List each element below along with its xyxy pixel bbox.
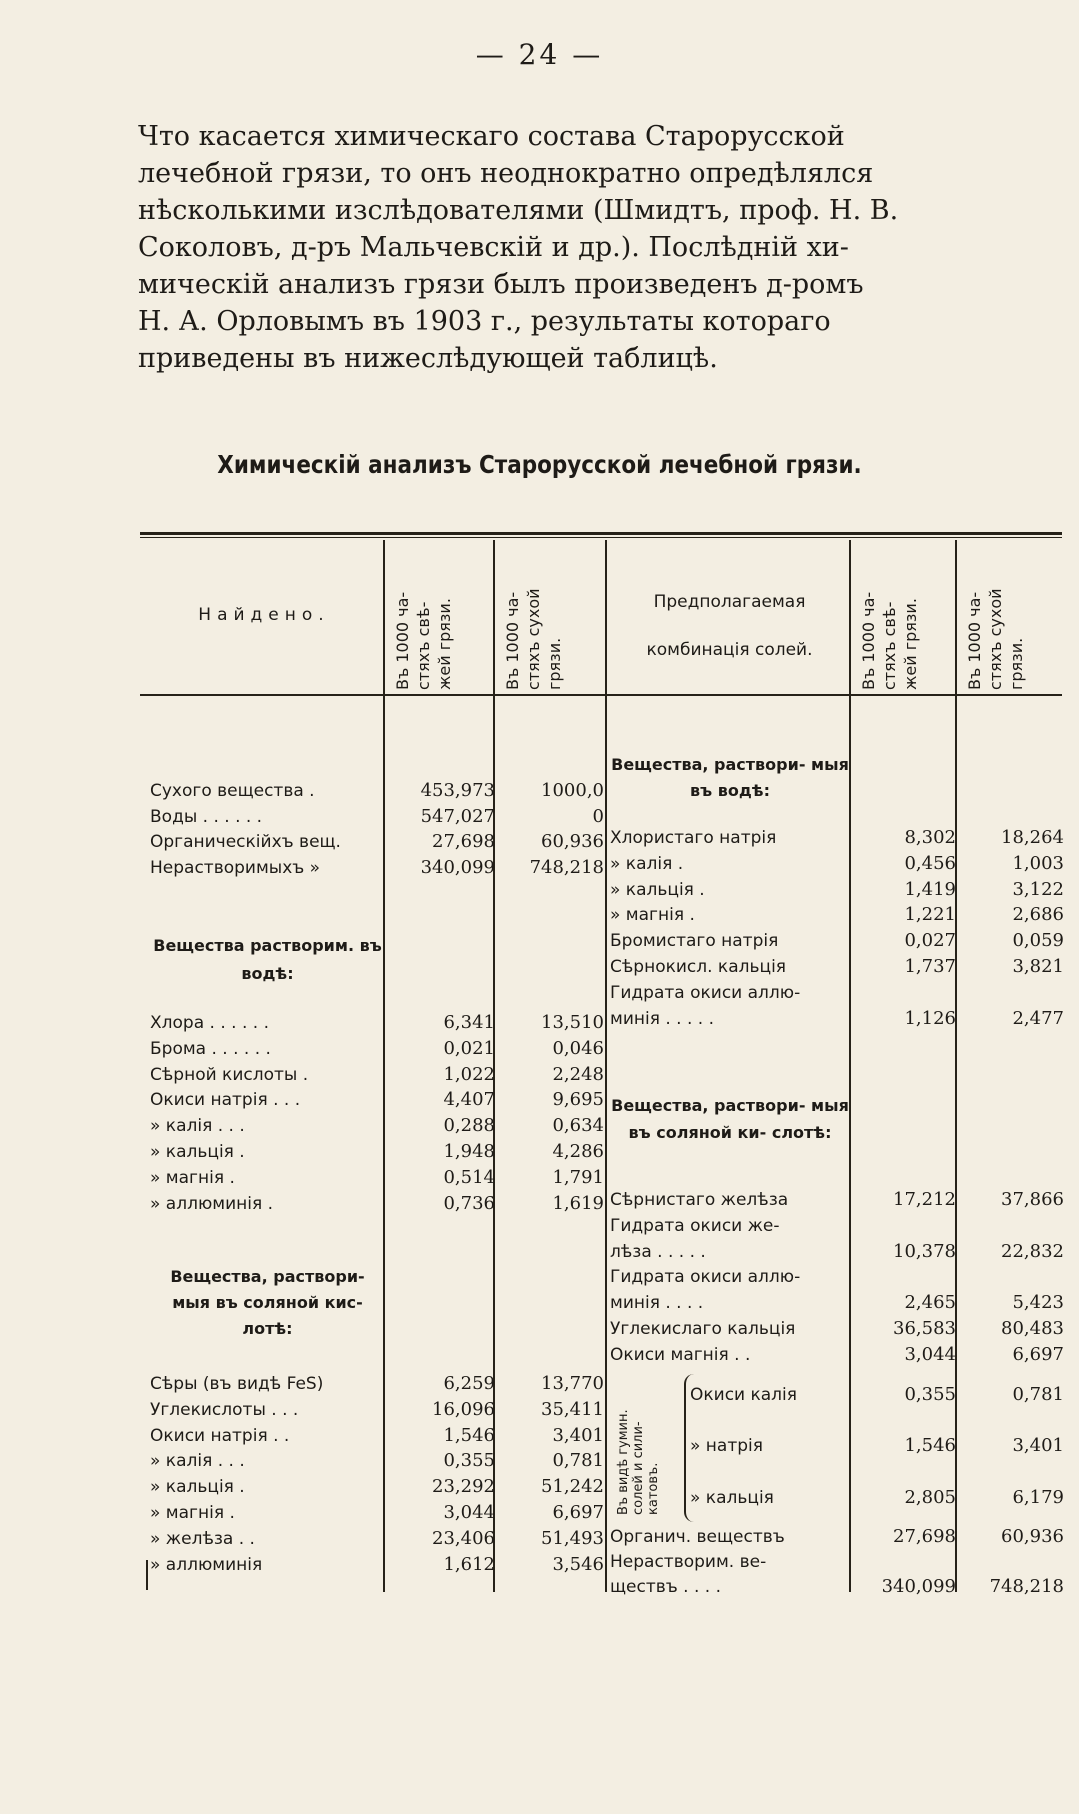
row-label: Нерастворим. ве- <box>610 1552 767 1572</box>
intro-line: Н. А. Орловымъ въ 1903 г., результаты котораго <box>138 306 831 337</box>
value-fresh: 340,099 <box>420 857 495 878</box>
value-fresh: 4,407 <box>443 1089 495 1110</box>
intro-line: Соколовъ, д-ръ Мальчевскій и др.). Послѣдній хи- <box>138 232 849 263</box>
value-fresh: 1,221 <box>904 904 956 925</box>
row-label: Окиси калія <box>690 1385 797 1405</box>
value-fresh: 23,406 <box>432 1528 495 1549</box>
value-dry: 0,634 <box>552 1115 604 1136</box>
value-fresh: 3,044 <box>443 1502 495 1523</box>
value-dry: 0 <box>592 806 604 827</box>
table-top-rule-thin <box>140 537 1062 538</box>
value-fresh: 0,514 <box>443 1167 495 1188</box>
right-section-acid: Вещества, раствори- мыя въ соляной ки- слотѣ: <box>611 1096 849 1142</box>
value-dry: 0,781 <box>552 1450 604 1471</box>
value-fresh: 0,288 <box>443 1115 495 1136</box>
header-found: Найдено. <box>198 605 330 625</box>
intro-line: Что касается химическаго состава Старорусской <box>138 121 845 152</box>
row-label: » аллюминія <box>150 1555 263 1575</box>
row-label: Углекислоты . . . <box>150 1400 299 1420</box>
value-dry: 60,936 <box>1001 1526 1064 1547</box>
header-line: Предполагаемая <box>653 592 806 612</box>
value-fresh: 547,027 <box>420 806 495 827</box>
humate-label-line: солей и сили- <box>631 1421 646 1515</box>
row-label: Сѣрнистаго желѣза <box>610 1190 789 1210</box>
value-fresh: 1,612 <box>443 1554 495 1575</box>
value-dry: 1000,0 <box>541 780 604 801</box>
value-dry: 748,218 <box>529 857 604 878</box>
value-dry: 1,619 <box>552 1193 604 1214</box>
row-label: Сухого вещества . <box>150 781 315 801</box>
value-dry: 5,423 <box>1012 1292 1064 1313</box>
table-top-rule <box>140 532 1062 535</box>
row-label: Сѣрнокисл. кальція <box>610 957 787 977</box>
header-line: Въ 1000 ча- <box>965 591 984 690</box>
row-label: » кальція . <box>150 1142 245 1162</box>
row-label: Гидрата окиси аллю- <box>610 1267 801 1287</box>
value-dry: 6,697 <box>1012 1344 1064 1365</box>
value-dry: 3,401 <box>1012 1435 1064 1456</box>
header-line: стяхъ сухой <box>524 588 543 690</box>
header-per1000-dry <box>502 530 565 690</box>
table-left-edge <box>146 1560 148 1590</box>
intro-line: мическій анализъ грязи былъ произведенъ д-ромъ <box>138 269 864 300</box>
row-label: Нерастворимыхъ » <box>150 858 321 878</box>
header-line: стяхъ свѣ- <box>880 601 899 690</box>
row-label: Органич. веществъ <box>610 1527 785 1547</box>
value-dry: 18,264 <box>1001 827 1064 848</box>
header-bottom-rule <box>140 694 1062 696</box>
column-divider <box>605 540 607 1592</box>
value-fresh: 340,099 <box>881 1576 956 1597</box>
value-fresh: 2,465 <box>904 1292 956 1313</box>
row-label: лѣза . . . . . <box>610 1242 706 1262</box>
value-fresh: 0,456 <box>904 853 956 874</box>
value-fresh: 10,378 <box>893 1241 956 1262</box>
header-line: грязи. <box>545 637 564 690</box>
value-dry: 1,003 <box>1012 853 1064 874</box>
header-line: Въ 1000 ча- <box>393 591 412 690</box>
value-fresh: 0,027 <box>904 930 956 951</box>
value-dry: 13,510 <box>541 1012 604 1033</box>
value-dry: 13,770 <box>541 1373 604 1394</box>
value-fresh: 1,737 <box>904 956 956 977</box>
header-line: Въ 1000 ча- <box>859 591 878 690</box>
row-label: Органическійхъ вещ. <box>150 832 341 852</box>
value-fresh: 36,583 <box>893 1318 956 1339</box>
row-label: » кальція . <box>150 1477 245 1497</box>
value-fresh: 27,698 <box>432 831 495 852</box>
header-per1000-dry-right <box>964 530 1027 690</box>
value-fresh: 1,022 <box>443 1064 495 1085</box>
header-line: жей грязи. <box>435 598 454 690</box>
value-fresh: 6,259 <box>443 1373 495 1394</box>
row-label: Хлористаго натрія <box>610 828 777 848</box>
row-label: минія . . . . . <box>610 1009 714 1029</box>
value-dry: 0,781 <box>1012 1384 1064 1405</box>
value-dry: 3,401 <box>552 1425 604 1446</box>
row-label: ществъ . . . . <box>610 1577 721 1597</box>
value-dry: 3,546 <box>552 1554 604 1575</box>
value-dry: 80,483 <box>1001 1318 1064 1339</box>
row-label: Сѣры (въ видѣ FeS) <box>150 1374 324 1394</box>
value-fresh: 1,546 <box>443 1425 495 1446</box>
value-fresh: 0,736 <box>443 1193 495 1214</box>
value-fresh: 2,805 <box>904 1487 956 1508</box>
humate-label-line: катовъ. <box>646 1462 661 1515</box>
table-title: Химическій анализъ Старорусской лечебной грязи. <box>217 450 862 479</box>
row-label: » желѣза . . <box>150 1529 255 1549</box>
value-fresh: 1,546 <box>904 1435 956 1456</box>
row-label: Гидрата окиси аллю- <box>610 983 801 1003</box>
value-dry: 4,286 <box>552 1141 604 1162</box>
value-fresh: 0,021 <box>443 1038 495 1059</box>
value-fresh: 1,419 <box>904 879 956 900</box>
row-label: » калія . . . <box>150 1451 245 1471</box>
intro-line: приведены въ нижеслѣдующей таблицѣ. <box>138 343 718 374</box>
humate-label-line: Въ видѣ гумин. <box>616 1409 631 1515</box>
row-label: » магнія . <box>610 905 695 925</box>
value-fresh: 23,292 <box>432 1476 495 1497</box>
value-dry: 60,936 <box>541 831 604 852</box>
header-per1000-fresh-right <box>858 530 921 690</box>
header-line: Въ 1000 ча- <box>503 591 522 690</box>
row-label: » кальція <box>690 1488 774 1508</box>
intro-line: нѣсколькими изслѣдователями (Шмидтъ, проф. Н. В. <box>138 195 899 226</box>
row-label: Воды . . . . . . <box>150 807 263 827</box>
value-dry: 51,493 <box>541 1528 604 1549</box>
value-dry: 0,059 <box>1012 930 1064 951</box>
right-section-water: Вещества, раствори- мыя въ водѣ: <box>611 755 849 800</box>
intro-line: лечебной грязи, то онъ неоднократно опредѣлялся <box>138 158 874 189</box>
value-dry: 1,791 <box>552 1167 604 1188</box>
row-label: » кальція . <box>610 880 705 900</box>
value-fresh: 27,698 <box>893 1526 956 1547</box>
header-line: стяхъ свѣ- <box>414 601 433 690</box>
left-section-water: Вещества растворим. въ водѣ: <box>153 936 382 983</box>
row-label: » магнія . <box>150 1503 235 1523</box>
value-fresh: 3,044 <box>904 1344 956 1365</box>
value-dry: 2,248 <box>552 1064 604 1085</box>
value-fresh: 0,355 <box>443 1450 495 1471</box>
value-dry: 2,686 <box>1012 904 1064 925</box>
row-label: Окиси магнія . . <box>610 1345 751 1365</box>
header-line: стяхъ сухой <box>986 588 1005 690</box>
value-dry: 51,242 <box>541 1476 604 1497</box>
row-label: Брома . . . . . . <box>150 1039 271 1059</box>
value-dry: 22,832 <box>1001 1241 1064 1262</box>
row-label: Окиси натрія . . . <box>150 1090 301 1110</box>
row-label: Сѣрной кислоты . <box>150 1065 309 1085</box>
value-fresh: 1,948 <box>443 1141 495 1162</box>
row-label: » натрія <box>690 1436 763 1456</box>
header-line: жей грязи. <box>901 598 920 690</box>
row-label: Бромистаго натрія <box>610 931 779 951</box>
row-label: » калія . <box>610 854 684 874</box>
row-label: минія . . . . <box>610 1293 704 1313</box>
value-dry: 35,411 <box>541 1399 604 1420</box>
header-combination <box>612 578 847 674</box>
value-dry: 3,122 <box>1012 879 1064 900</box>
value-fresh: 1,126 <box>904 1008 956 1029</box>
value-fresh: 17,212 <box>893 1189 956 1210</box>
row-label: Углекислаго кальція <box>610 1319 796 1339</box>
row-label: » калія . . . <box>150 1116 245 1136</box>
value-fresh: 8,302 <box>904 827 956 848</box>
row-label: Окиси натрія . . <box>150 1426 290 1446</box>
row-label: Гидрата окиси же- <box>610 1216 780 1236</box>
value-dry: 2,477 <box>1012 1008 1064 1029</box>
row-label: Хлора . . . . . . <box>150 1013 269 1033</box>
left-section-acid: Вещества, раствори- мыя въ соляной кис- лотѣ: <box>170 1267 365 1338</box>
row-label: » магнія . <box>150 1168 235 1188</box>
header-line: грязи. <box>1007 637 1026 690</box>
value-dry: 0,046 <box>552 1038 604 1059</box>
value-dry: 6,179 <box>1012 1487 1064 1508</box>
page-number: — 24 — <box>475 38 604 71</box>
humate-label <box>616 1409 661 1515</box>
value-dry: 3,821 <box>1012 956 1064 977</box>
value-dry: 748,218 <box>989 1576 1064 1597</box>
header-per1000-fresh <box>392 530 455 690</box>
value-fresh: 16,096 <box>432 1399 495 1420</box>
header-line: комбинація солей. <box>646 640 813 660</box>
value-fresh: 6,341 <box>443 1012 495 1033</box>
value-dry: 6,697 <box>552 1502 604 1523</box>
value-dry: 37,866 <box>1001 1189 1064 1210</box>
value-dry: 9,695 <box>552 1089 604 1110</box>
row-label: » аллюминія . <box>150 1194 274 1214</box>
value-fresh: 0,355 <box>904 1384 956 1405</box>
value-fresh: 453,973 <box>420 780 495 801</box>
